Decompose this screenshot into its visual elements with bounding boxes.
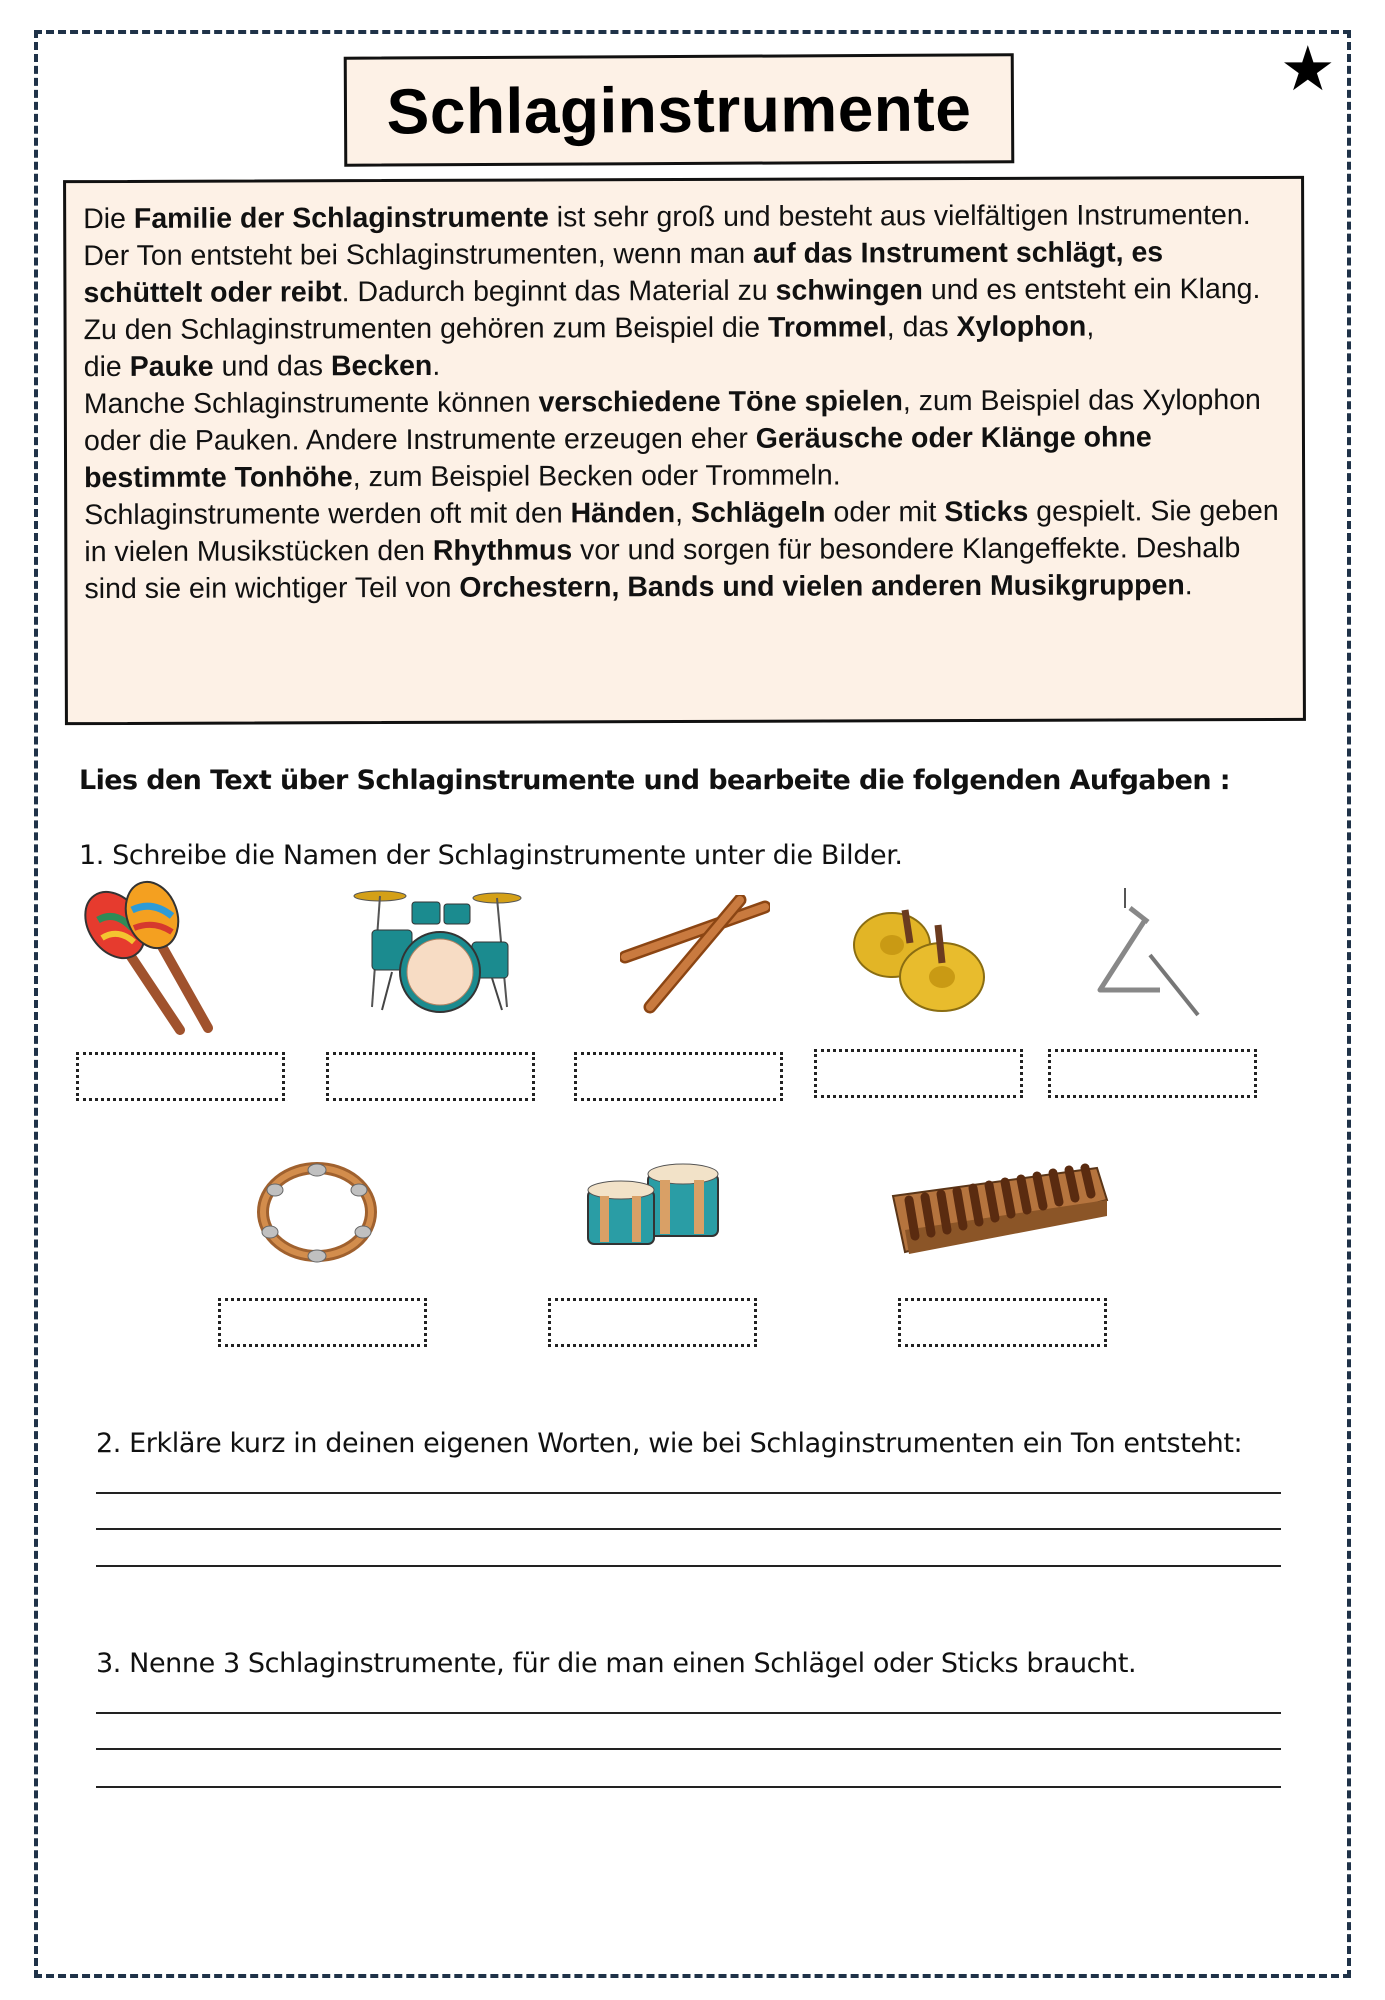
answer-box-triangle[interactable] [1048,1049,1257,1098]
instruction-text: Lies den Text über Schlaginstrumente und bearbeite die folgenden Aufgaben : [79,765,1230,796]
intro-bold-segment: Xylophon [956,310,1087,344]
intro-bold-segment: Geräusche oder Klänge ohne bestimmte Tonhöhe [84,421,1152,495]
drum-kit-icon [352,882,522,1017]
task-3-text: 3. Nenne 3 Schlaginstrumente, für die man einen Schlägel oder Sticks braucht. [96,1648,1137,1679]
answer-line[interactable] [96,1528,1281,1530]
intro-segment: ist sehr groß und besteht aus vielfältigen Instrumenten. Der Ton entsteht bei Schlaginstrumenten, wenn man [83,199,1251,273]
intro-bold-segment: Trommel [767,311,887,344]
intro-segment: Zu den Schlaginstrumenten gehören zum Beispiel die [83,311,769,347]
answer-box-drum-kit[interactable] [326,1052,535,1101]
intro-segment: , zum Beispiel Becken oder Trommeln. [352,459,841,494]
intro-segment: oder mit [825,496,945,529]
intro-segment: und es entsteht ein Klang. [922,272,1261,307]
answer-line[interactable] [96,1748,1281,1750]
intro-bold-segment: verschiedene Töne spielen [538,385,903,419]
intro-segment: Manche Schlaginstrumente können [83,386,539,421]
intro-segment: vor und sorgen für besondere Klangeffekte. Deshalb sind sie ein wichtiger Teil von [84,532,1241,606]
intro-bold-segment: Schlägeln [690,496,826,529]
title-box [344,53,1015,167]
drumsticks-icon [620,895,770,1015]
tambourine-icon [255,1160,380,1265]
triangle-icon [1090,880,1210,1020]
intro-segment: Schlaginstrumente werden oft mit den [84,497,571,532]
answer-line[interactable] [96,1565,1281,1567]
answer-line[interactable] [96,1786,1281,1788]
cymbals-icon [850,905,990,1015]
intro-segment: Die [83,202,134,236]
intro-bold-segment: schwingen [775,274,923,307]
answer-box-xylophone[interactable] [898,1298,1107,1347]
task-1-text: 1. Schreibe die Namen der Schlaginstrumente unter die Bilder. [79,840,903,871]
intro-segment: , [1086,310,1095,343]
intro-segment: die [83,350,130,384]
xylophone-icon [885,1160,1110,1255]
intro-segment: , das [886,311,957,344]
intro-segment: . [432,349,441,382]
intro-bold-segment: Rhythmus [432,534,573,567]
intro-segment: . [1184,569,1193,602]
intro-bold-segment: Pauke [129,350,214,383]
task-2-text: 2. Erkläre kurz in deinen eigenen Worten, wie bei Schlaginstrumenten ein Ton entsteht: [96,1428,1243,1459]
intro-bold-segment: Becken [330,349,433,383]
intro-bold-segment: Händen [570,497,676,530]
answer-box-cymbals[interactable] [814,1049,1023,1098]
intro-segment: gespielt. Sie geben in vielen Musikstücken den [84,494,1279,569]
star-icon: ★ [1280,32,1336,105]
maracas-icon [80,880,220,1040]
answer-box-bongos[interactable] [548,1298,757,1347]
intro-segment: , [675,496,691,530]
intro-text-box [63,176,1306,725]
intro-segment: und das [213,350,331,383]
answer-line[interactable] [96,1712,1281,1714]
intro-bold-segment: Orchestern, Bands und vielen anderen Musikgruppen [459,569,1185,604]
answer-line[interactable] [96,1492,1281,1494]
bongos-icon [582,1160,727,1260]
answer-box-drumsticks[interactable] [574,1052,783,1101]
intro-bold-segment: auf das Instrument schlägt, es schüttelt oder reibt [83,236,1164,310]
intro-bold-segment: Familie der Schlaginstrumente [133,201,549,235]
intro-segment: , zum Beispiel das Xylophon oder die Pauken. Andere Instrumente erzeugen eher [83,383,1261,458]
intro-bold-segment: Sticks [944,495,1029,529]
intro-segment: . Dadurch beginnt das Material zu [341,274,776,309]
answer-box-maracas[interactable] [76,1052,285,1101]
page-title: Schlaginstrumente [386,72,972,148]
answer-box-tambourine[interactable] [218,1298,427,1347]
intro-text [83,197,1284,608]
